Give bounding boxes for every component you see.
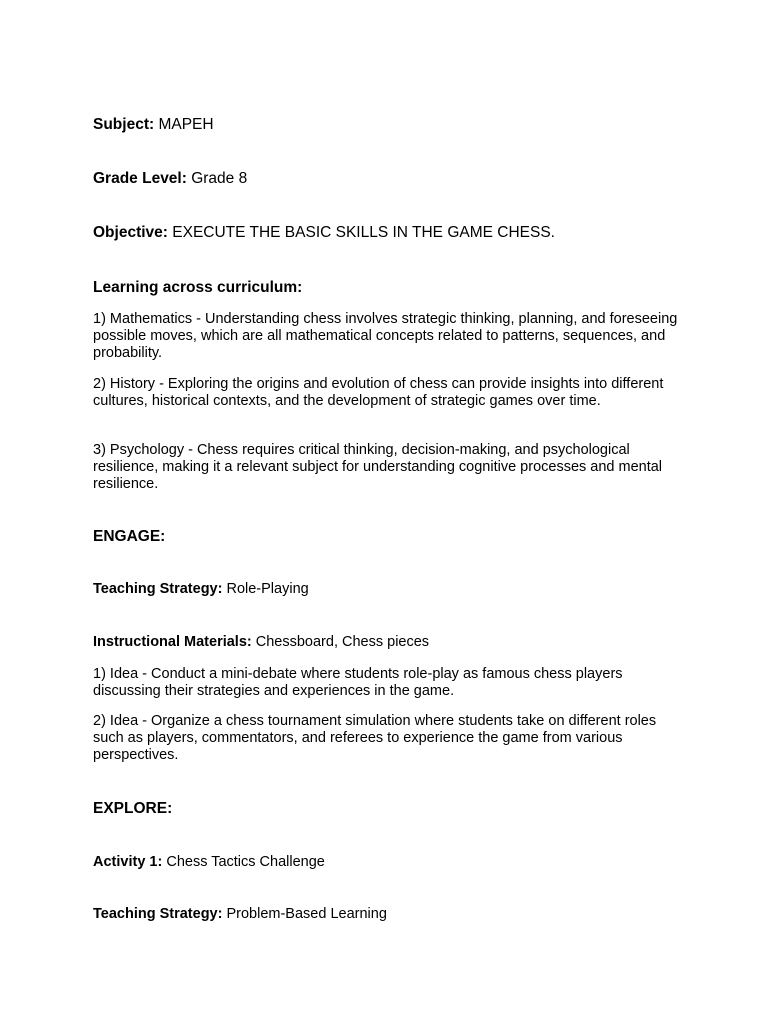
engage-materials-label: Instructional Materials: <box>93 634 252 650</box>
explore-strategy-label: Teaching Strategy: <box>93 906 223 922</box>
objective-line <box>93 225 555 241</box>
grade-level-value: Grade 8 <box>191 170 248 187</box>
engage-materials-value: Chessboard, Chess pieces <box>255 634 430 650</box>
subject-line <box>93 117 214 133</box>
learning-item-psychology: 3) Psychology - Chess requires critical thinking, decision-making, and psychological resilience, making it a relevant subject for understanding cognitive processes and mental resilience. <box>93 442 663 493</box>
engage-strategy-value: Role-Playing <box>226 581 309 597</box>
engage-materials-line <box>93 635 429 650</box>
engage-idea-1: 1) Idea - Conduct a mini-debate where students role-play as famous chess players discussing their strategies and experiences in the game. <box>93 666 623 700</box>
engage-strategy-label: Teaching Strategy: <box>93 581 223 597</box>
explore-activity-label: Activity 1: <box>93 854 163 870</box>
engage-heading: ENGAGE: <box>93 528 166 545</box>
learning-heading: Learning across curriculum: <box>93 279 303 296</box>
objective-value: EXECUTE THE BASIC SKILLS IN THE GAME CHESS. <box>172 224 555 241</box>
learning-item-history: 2) History - Exploring the origins and evolution of chess can provide insights into different cultures, historical contexts, and the development of strategic games over time. <box>93 376 664 410</box>
explore-strategy-value: Problem-Based Learning <box>226 906 387 922</box>
subject-label: Subject: <box>93 116 155 133</box>
explore-heading: EXPLORE: <box>93 800 173 817</box>
objective-label: Objective: <box>93 224 168 241</box>
grade-level-line <box>93 171 247 187</box>
explore-activity-line <box>93 855 325 870</box>
learning-item-mathematics: 1) Mathematics - Understanding chess involves strategic thinking, planning, and foreseeing possible moves, which are all mathematical concepts related to patterns, sequences, and probability. <box>93 311 678 362</box>
grade-level-label: Grade Level: <box>93 170 187 187</box>
explore-activity-value: Chess Tactics Challenge <box>166 854 325 870</box>
engage-idea-2: 2) Idea - Organize a chess tournament simulation where students take on different roles such as players, commentators, and referees to experience the game from various perspectives. <box>93 713 657 764</box>
explore-strategy-line <box>93 907 387 922</box>
engage-strategy-line <box>93 582 309 597</box>
subject-value: MAPEH <box>158 116 214 133</box>
